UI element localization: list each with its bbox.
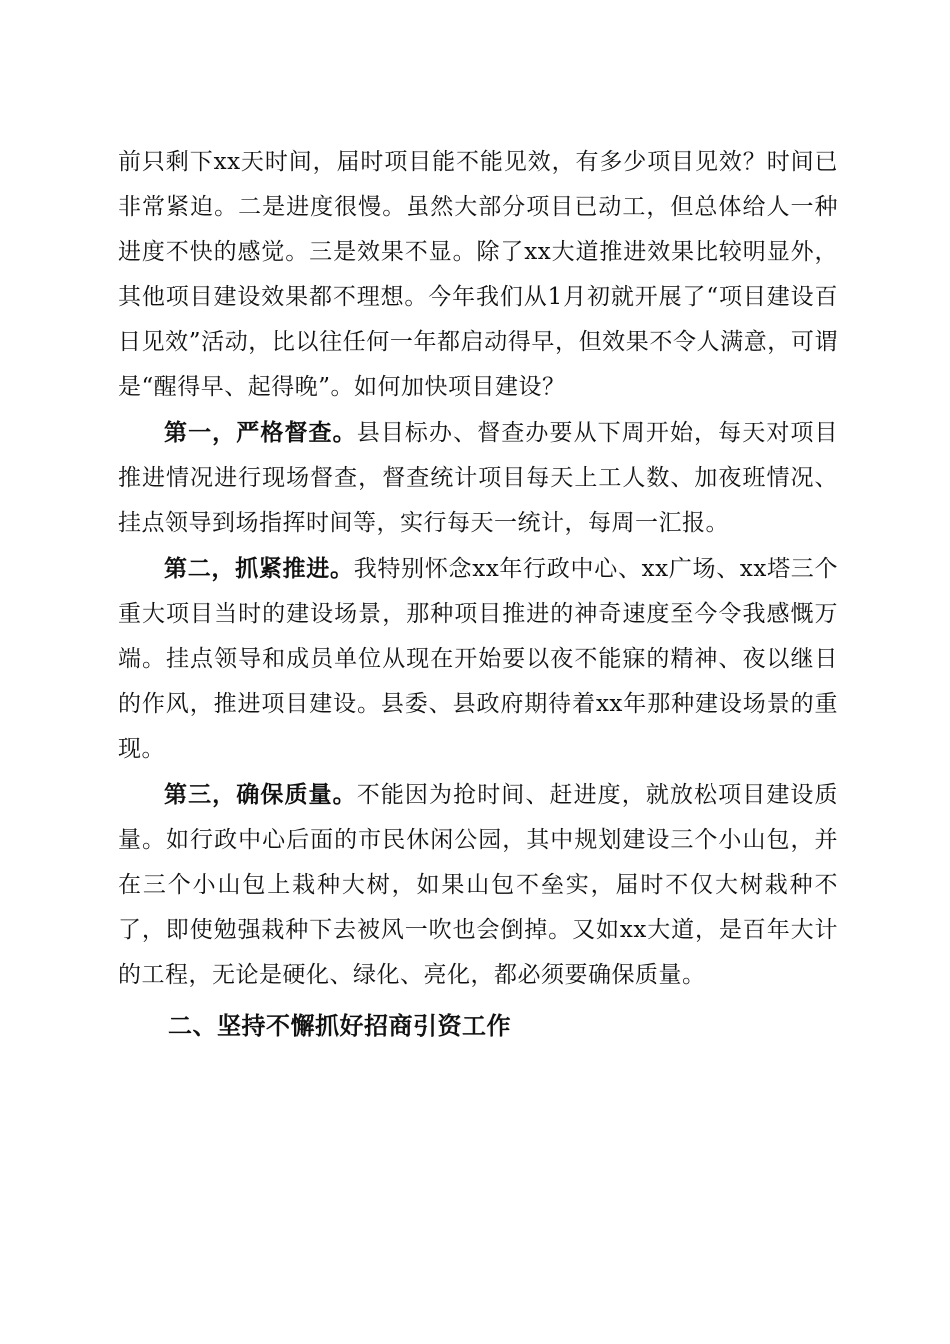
paragraph-lead: 第一，严格督查。 <box>164 419 357 446</box>
paragraph-lead: 第三，确保质量。 <box>164 781 357 808</box>
paragraph-lead: 第二，抓紧推进。 <box>164 555 354 582</box>
paragraph-text: 我特别怀念xx年行政中心、xx广场、xx塔三个重大项目当时的建设场景，那种项目推进的神奇速度至今令我感慨万端。挂点领导和成员单位从现在开始要以夜不能寐的精神、夜以继日的作风，推进项目建设。县委、县政府期待着xx年那种建设场景的重现。 <box>118 556 839 762</box>
paragraph-point-three <box>118 772 838 998</box>
paragraph-point-one <box>118 410 838 546</box>
paragraph-text: 不能因为抢时间、赶进度，就放松项目建设质量。如行政中心后面的市民休闲公园，其中规划建设三个小山包，并在三个小山包上栽种大树，如果山包不垒实，届时不仅大树栽种不了，即使勉强栽种下去被风一吹也会倒掉。又如xx大道，是百年大计的工程，无论是硬化、绿化、亮化，都必须要确保质量。 <box>118 782 839 988</box>
paragraph-continuation <box>118 140 838 410</box>
paragraph-text: 县目标办、督查办要从下周开始，每天对项目推进情况进行现场督查，督查统计项目每天上工人数、加夜班情况、挂点领导到场指挥时间等，实行每天一统计，每周一汇报。 <box>118 420 839 536</box>
section-heading: 二、坚持不懈抓好招商引资工作 <box>168 1012 511 1040</box>
document-body <box>118 140 838 1049</box>
paragraph-text: 前只剩下xx天时间，届时项目能不能见效，有多少项目见效？时间已非常紧迫。二是进度很慢。虽然大部分项目已动工，但总体给人一种进度不快的感觉。三是效果不显。除了xx大道推进效果比较明显外，其他项目建设效果都不理想。今年我们从1月初就开展了“项目建设百日见效”活动，比以往任何一年都启动得早，但效果不令人满意，可谓是“醒得早、起得晚”。如何加快项目建设？ <box>118 149 838 400</box>
paragraph-point-two <box>118 546 838 772</box>
